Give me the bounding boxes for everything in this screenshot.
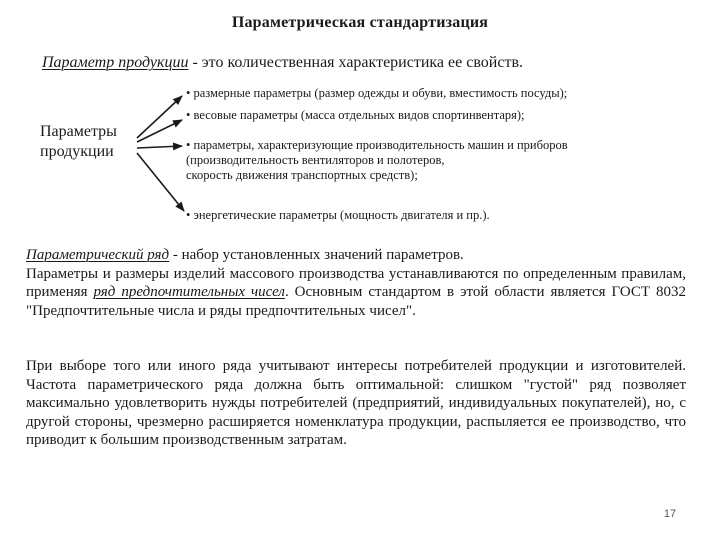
arrow-to-energy-parameters [137, 153, 184, 211]
bullet-line: • параметры, характеризующие производительность машин и приборов [186, 138, 568, 152]
page-number: 17 [663, 508, 677, 520]
bullet-performance-parameters [186, 138, 568, 183]
arrow-to-performance-parameters [137, 146, 182, 148]
bullet-line: • энергетические параметры (мощность двигателя и пр.). [186, 208, 490, 222]
series-choice-paragraph: При выборе того или иного ряда учитывают интересы потребителей продукции и изготовителей. Частота параметрического ряда должна быть оптимальной: слишком "густой" ряд позволяет максимально удовлетворить нужды потребителей (предприятий, индивидуальных покупателей), но, с другой стороны, чрезмерно расширяется номенклатура продукции, распыляется ее производство, что приводит к большим производственным затратам. [26, 358, 686, 448]
definition-text: - это количественная характеристика ее свойств. [188, 54, 523, 71]
bullet-size-parameters [186, 86, 567, 101]
parametric-series-term: Параметрический ряд [26, 247, 170, 263]
parameters-label-line: продукции [40, 143, 114, 160]
bullet-line: (производительность вентиляторов и полотеров, [186, 153, 445, 167]
parameters-label-line: Параметры [40, 123, 117, 140]
bullet-energy-parameters [186, 208, 490, 223]
page-title: Параметрическая стандартизация [231, 14, 489, 31]
parametric-series-definition: - набор установленных значений параметров. [169, 247, 464, 263]
bullet-line: • весовые параметры (масса отдельных видов спортинвентаря); [186, 108, 525, 122]
definition-term: Параметр продукции [42, 54, 189, 71]
paragraph-text: Параметры и размеры изделий массового производства устанавливаются по определенным правилам, применяя [26, 265, 686, 300]
bullet-line: • размерные параметры (размер одежды и обуви, вместимость посуды); [186, 86, 568, 100]
parametric-series-paragraph [26, 246, 686, 320]
preferred-numbers-term: ряд предпочтительных чисел [93, 284, 285, 300]
bullet-weight-parameters [186, 108, 525, 123]
bullet-line: скорость движения транспортных средств); [186, 168, 418, 182]
paragraph-text: . Основным стандартом в этой области является ГОСТ 8032 "Предпочтительные числа и ряды предпочтительных чисел". [26, 284, 686, 319]
